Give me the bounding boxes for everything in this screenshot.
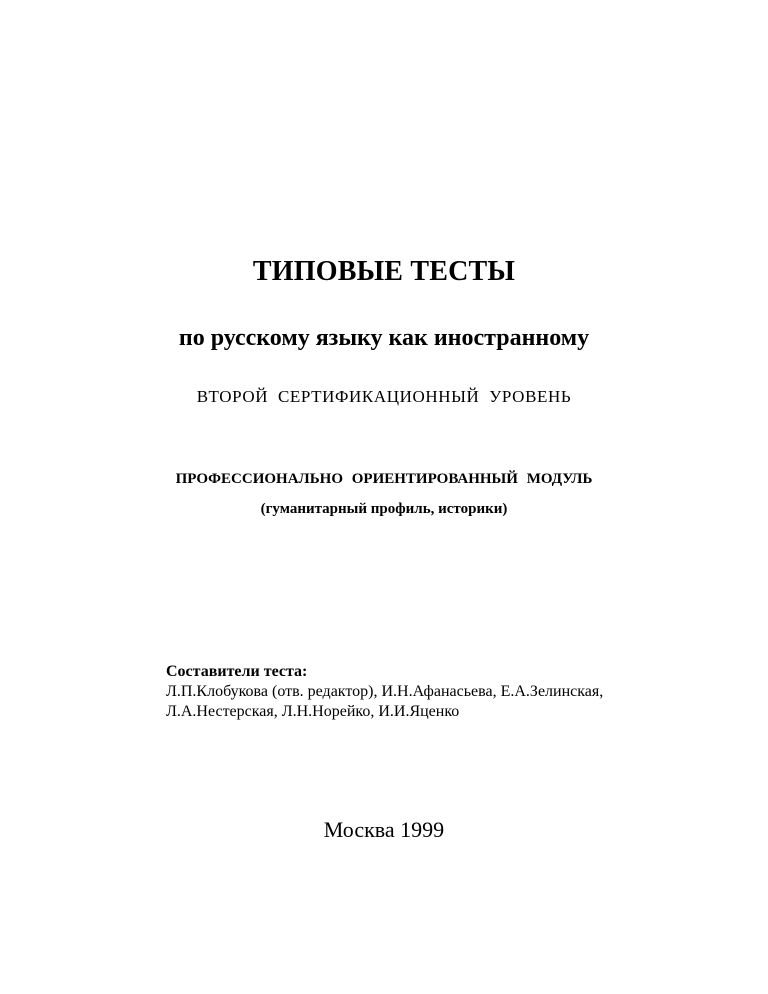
authors-heading: Составители теста: (166, 663, 308, 680)
authors-line: Л.А.Нестерская, Л.Н.Норейко, И.И.Яценко (166, 703, 460, 720)
authors-block (166, 662, 726, 722)
document-title: ТИПОВЫЕ ТЕСТЫ (252, 256, 516, 287)
city-year: Москва 1999 (323, 817, 445, 842)
document-subtitle: по русскому языку как иностранному (178, 325, 590, 351)
module-profile: (гуманитарный профиль, историки) (260, 501, 508, 517)
module-name: ПРОФЕССИОНАЛЬНО ОРИЕНТИРОВАННЫЙ МОДУЛЬ (175, 471, 593, 487)
authors-line: Л.П.Клобукова (отв. редактор), И.Н.Афанасьева, Е.А.Зелинская, (166, 683, 604, 700)
certification-level: ВТОРОЙ СЕРТИФИКАЦИОННЫЙ УРОВЕНЬ (196, 387, 572, 406)
